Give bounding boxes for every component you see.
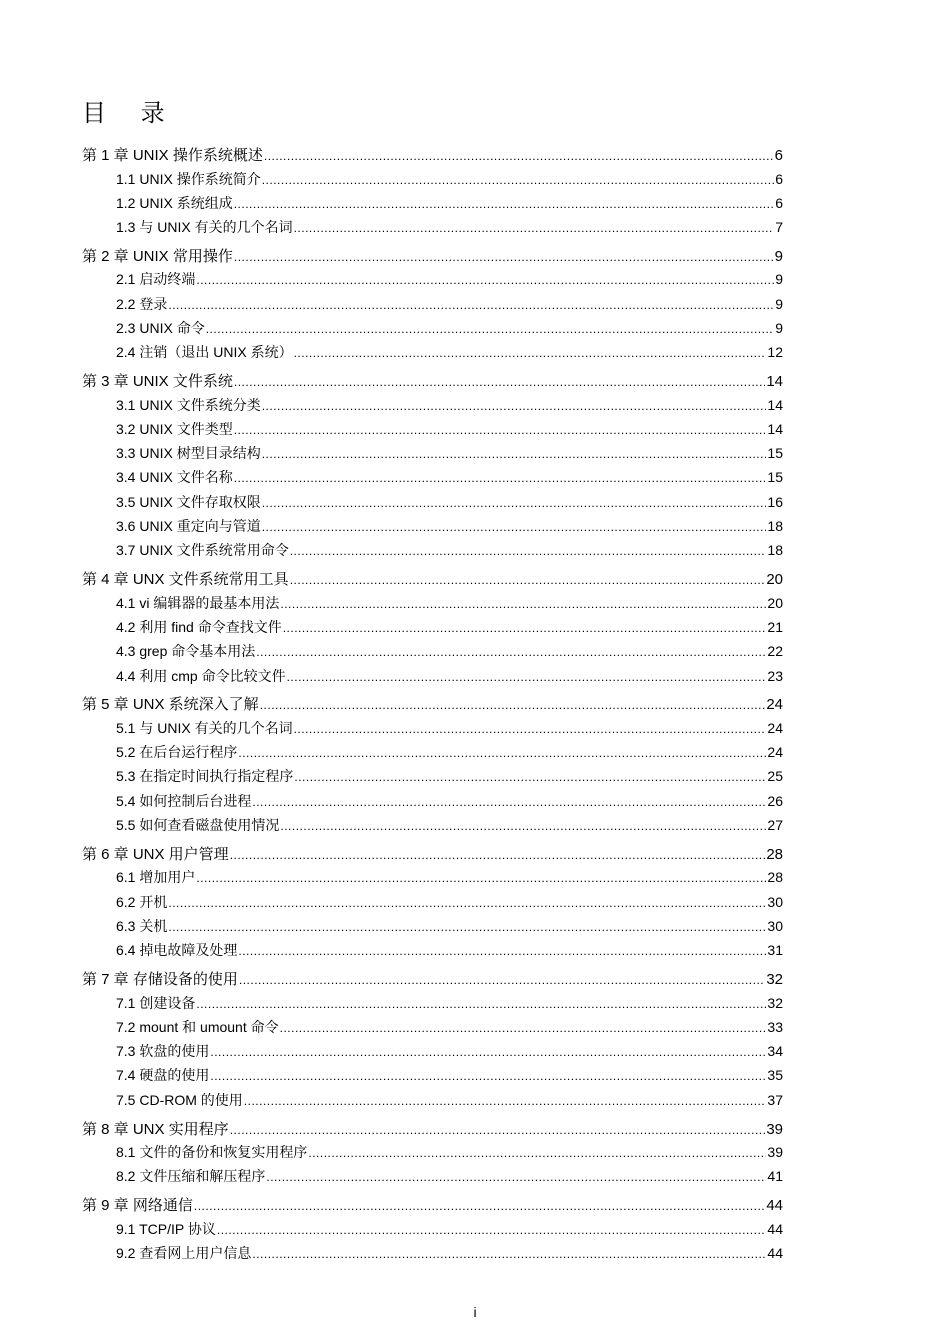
toc-section-entry[interactable]	[82, 169, 783, 193]
dot-leader	[238, 944, 766, 958]
section-title: 1.1 UNIX 操作系统简介	[116, 170, 261, 187]
section-title: 5.3 在指定时间执行指定程序	[116, 768, 294, 785]
page-ref: 30	[767, 917, 783, 934]
section-title: 7.5 CD-ROM 的使用	[116, 1091, 243, 1108]
page-ref: 34	[767, 1043, 783, 1060]
toc-section-entry[interactable]	[82, 294, 783, 318]
toc-section-entry[interactable]	[82, 916, 783, 940]
dot-leader	[256, 645, 766, 659]
section-title: 2.2 登录	[116, 295, 168, 312]
dot-leader	[168, 896, 766, 910]
toc-section-entry[interactable]	[82, 443, 783, 467]
dot-leader	[234, 197, 775, 211]
dot-leader	[283, 621, 767, 635]
chapter-title: 第 7 章 存储设备的使用	[82, 971, 238, 989]
toc-section-entry[interactable]	[82, 193, 783, 217]
page-ref: 22	[767, 643, 783, 660]
toc-section-entry[interactable]	[82, 492, 783, 516]
page-ref: 37	[767, 1091, 783, 1108]
dot-leader	[290, 573, 766, 587]
dot-leader	[280, 597, 766, 611]
section-title: 6.4 掉电故障及处理	[116, 942, 238, 959]
page-ref: 9	[774, 247, 783, 265]
toc-chapter-entry[interactable]	[82, 568, 783, 593]
section-title: 2.4 注销（退出 UNIX 系统）	[116, 344, 293, 361]
toc-chapter-entry[interactable]	[82, 370, 783, 395]
section-title: 7.3 软盘的使用	[116, 1043, 210, 1060]
section-title: 2.1 启动终端	[116, 271, 196, 288]
page-ref: 32	[767, 994, 783, 1011]
dot-leader	[196, 273, 774, 287]
toc-section-entry[interactable]	[82, 467, 783, 491]
toc-section-entry[interactable]	[82, 718, 783, 742]
section-title: 4.4 利用 cmp 命令比较文件	[116, 667, 286, 684]
section-title: 4.3 grep 命令基本用法	[116, 643, 256, 660]
dot-leader	[280, 819, 766, 833]
toc-section-entry[interactable]	[82, 1017, 783, 1041]
section-title: 2.3 UNIX 命令	[116, 319, 205, 336]
section-title: 5.1 与 UNIX 有关的几个名词	[116, 719, 293, 736]
toc-chapter-entry[interactable]	[82, 1194, 783, 1219]
section-title: 7.1 创建设备	[116, 994, 196, 1011]
page-ref: 9	[775, 319, 783, 336]
toc-section-entry[interactable]	[82, 1243, 783, 1267]
dot-leader	[239, 973, 765, 987]
page-ref: 23	[767, 667, 783, 684]
section-title: 4.2 利用 find 命令查找文件	[116, 618, 282, 635]
toc-section-entry[interactable]	[82, 395, 783, 419]
section-title: 9.2 查看网上用户信息	[116, 1244, 252, 1261]
dot-leader	[238, 746, 766, 760]
dot-leader	[196, 997, 766, 1011]
section-title: 6.1 增加用户	[116, 869, 196, 886]
section-title: 3.2 UNIX 文件类型	[116, 420, 233, 437]
dot-leader	[262, 496, 767, 510]
dot-leader	[262, 399, 767, 413]
page-ref: 44	[767, 1220, 783, 1237]
toc-chapter-entry[interactable]	[82, 144, 783, 169]
dot-leader	[294, 770, 766, 784]
toc-section-entry[interactable]	[82, 1041, 783, 1065]
dot-leader	[217, 1223, 767, 1237]
toc-section-entry[interactable]	[82, 318, 783, 342]
chapter-title: 第 5 章 UNX 系统深入了解	[82, 696, 259, 714]
dot-leader	[252, 795, 766, 809]
toc-section-entry[interactable]	[82, 217, 783, 241]
toc-section-entry[interactable]	[82, 766, 783, 790]
page-ref: 26	[767, 792, 783, 809]
dot-leader	[262, 520, 767, 534]
page-ref: 39	[767, 1144, 783, 1160]
dot-leader	[230, 848, 766, 862]
page-ref: 27	[767, 817, 783, 834]
page-ref: 15	[767, 445, 783, 462]
page-ref: 39	[766, 1120, 783, 1138]
toc-section-entry[interactable]	[82, 540, 783, 564]
section-title: 5.5 如何查看磁盘使用情况	[116, 817, 280, 834]
dot-leader	[308, 1146, 766, 1160]
dot-leader	[234, 423, 767, 437]
toc-section-entry[interactable]	[82, 1142, 783, 1166]
toc-chapter-entry[interactable]	[82, 245, 783, 270]
page-ref: 24	[766, 696, 783, 714]
section-title: 1.3 与 UNIX 有关的几个名词	[116, 219, 293, 236]
toc-section-entry[interactable]	[82, 1219, 783, 1243]
toc-section-entry[interactable]	[82, 666, 783, 690]
toc-section-entry[interactable]	[82, 1065, 783, 1089]
section-title: 3.1 UNIX 文件系统分类	[116, 396, 261, 413]
section-title: 3.5 UNIX 文件存取权限	[116, 493, 261, 510]
toc-chapter-entry[interactable]	[82, 843, 783, 868]
page-ref: 20	[767, 594, 783, 611]
page-ref: 14	[767, 396, 783, 413]
page-ref: 14	[767, 420, 783, 437]
toc-section-entry[interactable]	[82, 269, 783, 293]
page-ref: 14	[766, 373, 783, 391]
page-ref: 33	[767, 1018, 783, 1035]
section-title: 8.1 文件的备份和恢复实用程序	[116, 1144, 308, 1160]
page-ref: 9	[775, 295, 783, 312]
dot-leader	[262, 173, 775, 187]
section-title: 9.1 TCP/IP 协议	[116, 1220, 216, 1237]
section-title: 3.4 UNIX 文件名称	[116, 469, 233, 486]
page-ref: 21	[767, 618, 783, 635]
dot-leader	[234, 375, 765, 389]
toc-section-entry[interactable]	[82, 815, 783, 839]
toc-chapter-entry[interactable]	[82, 968, 783, 993]
chapter-title: 第 2 章 UNIX 常用操作	[82, 247, 233, 265]
page-ref: 20	[766, 571, 783, 589]
toc-section-entry[interactable]	[82, 742, 783, 766]
page-ref: 12	[767, 344, 783, 361]
section-title: 3.3 UNIX 树型目录结构	[116, 445, 261, 462]
dot-leader	[262, 447, 767, 461]
dot-leader	[266, 1170, 766, 1184]
dot-leader	[264, 149, 774, 163]
page-ref: 7	[775, 219, 783, 236]
dot-leader	[294, 221, 775, 235]
page-ref: 31	[767, 942, 783, 959]
dot-leader	[287, 670, 767, 684]
section-title: 4.1 vi 编辑器的最基本用法	[116, 594, 280, 611]
chapter-title: 第 9 章 网络通信	[82, 1197, 193, 1215]
section-title: 3.6 UNIX 重定向与管道	[116, 518, 261, 535]
dot-leader	[210, 1069, 766, 1083]
section-title: 1.2 UNIX 系统组成	[116, 194, 233, 211]
page-ref: 15	[767, 469, 783, 486]
dot-leader	[260, 698, 766, 712]
toc-section-entry[interactable]	[82, 892, 783, 916]
section-title: 3.7 UNIX 文件系统常用命令	[116, 542, 289, 559]
dot-leader	[290, 544, 767, 558]
page-ref: 41	[767, 1168, 783, 1185]
dot-leader	[168, 298, 774, 312]
section-title: 5.4 如何控制后台进程	[116, 792, 252, 809]
section-title: 7.4 硬盘的使用	[116, 1067, 210, 1084]
page-ref: 28	[766, 845, 783, 863]
toc-section-entry[interactable]	[82, 993, 783, 1017]
page-ref: 32	[766, 971, 783, 989]
dot-leader	[294, 346, 767, 360]
dot-leader	[210, 1045, 766, 1059]
page-ref: 28	[767, 869, 783, 886]
page-ref: 6	[775, 194, 783, 211]
page-number: i	[473, 1304, 477, 1320]
page-title: 目 录	[82, 100, 179, 127]
toc-section-entry[interactable]	[82, 791, 783, 815]
page-ref: 24	[767, 744, 783, 761]
dot-leader	[252, 1247, 766, 1261]
chapter-title: 第 3 章 UNIX 文件系统	[82, 373, 233, 391]
dot-leader	[194, 1199, 765, 1213]
page-ref: 44	[767, 1244, 783, 1261]
page-ref: 6	[774, 147, 783, 164]
toc-section-entry[interactable]	[82, 419, 783, 443]
page-ref: 18	[767, 518, 783, 535]
toc-section-entry[interactable]	[82, 516, 783, 540]
toc-section-entry[interactable]	[82, 342, 783, 366]
page-ref: 30	[767, 893, 783, 910]
page-ref: 35	[767, 1067, 783, 1084]
chapter-title: 第 6 章 UNX 用户管理	[82, 845, 229, 863]
section-title: 8.2 文件压缩和解压程序	[116, 1168, 266, 1185]
section-title: 7.2 mount 和 umount 命令	[116, 1018, 279, 1035]
chapter-title: 第 8 章 UNX 实用程序	[82, 1120, 229, 1138]
dot-leader	[280, 1021, 767, 1035]
dot-leader	[234, 250, 774, 264]
chapter-title: 第 1 章 UNIX 操作系统概述	[82, 147, 263, 164]
toc-section-entry[interactable]	[82, 940, 783, 964]
dot-leader	[234, 471, 767, 485]
toc-section-entry[interactable]	[82, 617, 783, 641]
toc-section-entry[interactable]	[82, 867, 783, 891]
dot-leader	[294, 722, 767, 736]
dot-leader	[230, 1123, 766, 1137]
toc-section-entry[interactable]	[82, 641, 783, 665]
page-ref: 18	[767, 542, 783, 559]
toc-chapter-entry[interactable]	[82, 693, 783, 718]
page-ref: 44	[766, 1197, 783, 1215]
table-of-contents	[82, 144, 783, 1267]
section-title: 5.2 在后台运行程序	[116, 744, 238, 761]
toc-section-entry[interactable]	[82, 1166, 783, 1190]
dot-leader	[244, 1094, 767, 1108]
section-title: 6.2 开机	[116, 893, 168, 910]
chapter-title: 第 4 章 UNX 文件系统常用工具	[82, 571, 289, 589]
toc-section-entry[interactable]	[82, 593, 783, 617]
page-ref: 25	[767, 768, 783, 785]
section-title: 6.3 关机	[116, 917, 168, 934]
dot-leader	[196, 871, 766, 885]
page-ref: 9	[775, 271, 783, 288]
page-ref: 6	[775, 170, 783, 187]
page-ref: 16	[767, 493, 783, 510]
dot-leader	[168, 920, 766, 934]
dot-leader	[206, 322, 775, 336]
page-ref: 24	[767, 719, 783, 736]
toc-chapter-entry[interactable]	[82, 1118, 783, 1143]
toc-section-entry[interactable]	[82, 1090, 783, 1114]
